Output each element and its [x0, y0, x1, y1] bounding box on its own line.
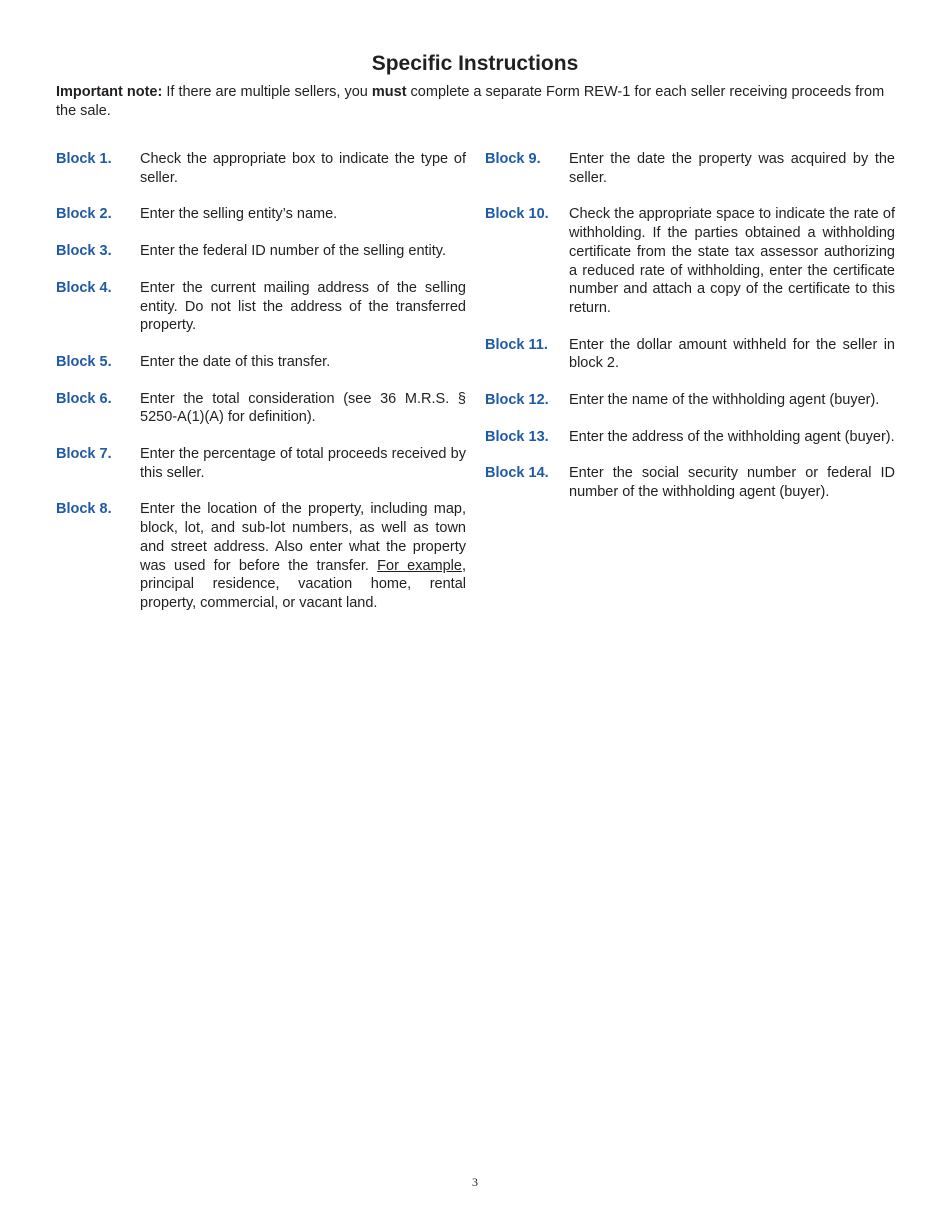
block-text: Enter the current mailing address of the selling entity. Do not list the address of the transferred property.	[140, 279, 466, 334]
block-label: Block 11.	[485, 336, 548, 353]
page-number: 3	[472, 1175, 478, 1189]
block-text: Enter the name of the withholding agent (buyer).	[569, 392, 880, 409]
block-text: Check the appropriate space to indicate the rate of withholding. If the parties obtained a withholding certificate from the state tax assessor authorizing a reduced rate of withholding, enter the certificate number and attach a copy of the certificate to this return.	[569, 206, 895, 316]
block-text: Enter the selling entity’s name.	[140, 206, 338, 223]
note-text-1: If there are multiple sellers, you	[162, 84, 372, 100]
block-12	[485, 391, 895, 410]
block-8	[56, 500, 466, 612]
block-label: Block 6.	[56, 390, 112, 407]
block-text: Enter the date the property was acquired by the seller.	[569, 151, 895, 186]
note-text-2: complete a separate Form REW-1 for each seller receiving proceeds from the sale.	[56, 84, 885, 119]
block-8-example: For example	[377, 557, 462, 574]
right-column	[485, 150, 895, 502]
block-11	[485, 336, 895, 373]
block-9	[485, 150, 895, 187]
block-label: Block 3.	[56, 243, 112, 260]
page-title: Specific Instructions	[371, 52, 579, 75]
block-label: Block 14.	[485, 465, 549, 482]
block-label: Block 10.	[485, 206, 549, 223]
block-label: Block 9.	[485, 151, 541, 167]
block-text: Enter the dollar amount withheld for the seller in block 2.	[569, 336, 895, 372]
left-column	[56, 150, 466, 613]
block-2	[56, 205, 466, 224]
block-label: Block 4.	[56, 279, 112, 296]
block-label: Block 8.	[56, 501, 112, 518]
block-label: Block 1.	[56, 151, 112, 167]
block-8-text-before: Enter the location of the property, including map, block, lot, and sub-lot numbers, as well as town and street address. Also enter what the property was used for before the transfer.	[140, 501, 466, 574]
block-3	[56, 242, 466, 261]
block-7	[56, 445, 466, 482]
block-6	[56, 390, 466, 427]
note-label: Important note:	[56, 84, 163, 100]
block-text: Enter the social security number or federal ID number of the withholding agent (buyer).	[569, 465, 895, 501]
important-note	[56, 83, 896, 120]
block-text: Enter the federal ID number of the selling entity.	[140, 243, 447, 260]
block-text: Check the appropriate box to indicate the type of seller.	[140, 151, 466, 186]
block-4	[56, 279, 466, 335]
block-13	[485, 428, 895, 447]
block-text: Enter the address of the withholding agent (buyer).	[569, 428, 895, 445]
note-must: must	[371, 84, 407, 100]
block-8-text-after: , principal residence, vacation home, rental property, commercial, or vacant land.	[140, 557, 466, 611]
block-text: Enter the percentage of total proceeds received by this seller.	[140, 446, 466, 481]
block-label: Block 7.	[56, 446, 112, 463]
block-5	[56, 353, 466, 372]
block-text: Enter the total consideration (see 36 M.R.S. § 5250-A(1)(A) for definition).	[140, 390, 466, 426]
block-label: Block 2.	[56, 206, 112, 223]
block-label: Block 13.	[485, 428, 549, 445]
block-14	[485, 464, 895, 501]
block-text: Enter the date of this transfer.	[140, 353, 331, 370]
block-label: Block 5.	[56, 353, 112, 370]
block-label: Block 12.	[485, 392, 549, 409]
block-10	[485, 205, 895, 317]
block-text	[140, 500, 466, 612]
block-1	[56, 150, 466, 187]
